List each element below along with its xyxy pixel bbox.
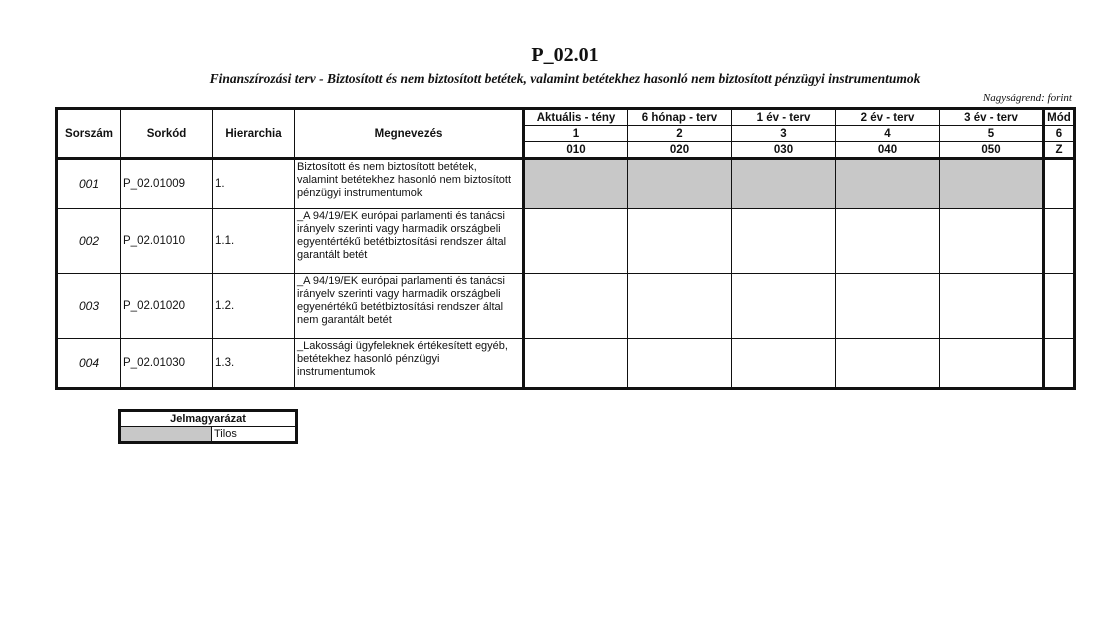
table-row: [57, 159, 1075, 209]
header-hierarchia: Hierarchia: [213, 109, 295, 159]
row-megnevezes: _A 94/19/EK európai parlamenti és tanácsi irányelv szerinti vagy harmadik országbeli egyentértékű betétbiztosítási rendszer által garantált betét: [295, 209, 524, 274]
header-col-code: 040: [836, 142, 940, 159]
header-col-num: 1: [524, 126, 628, 142]
header-col-num: 5: [940, 126, 1044, 142]
value-cell[interactable]: [628, 274, 732, 339]
header-col-code: 030: [732, 142, 836, 159]
value-cell[interactable]: [732, 209, 836, 274]
header-col-code: Z: [1044, 142, 1075, 159]
header-sorkod: Sorkód: [121, 109, 213, 159]
legend-swatch: [120, 427, 212, 443]
legend-table: [118, 409, 298, 444]
row-sorkod: P_02.01010: [121, 209, 213, 274]
value-cell[interactable]: [732, 339, 836, 389]
row-hierarchia: 1.: [213, 159, 295, 209]
value-cell[interactable]: [524, 209, 628, 274]
header-col-label: 2 év - terv: [836, 109, 940, 126]
mod-cell[interactable]: [1044, 339, 1075, 389]
value-cell-forbidden: [732, 159, 836, 209]
table-row: [57, 209, 1075, 274]
header-col-label: 6 hónap - terv: [628, 109, 732, 126]
header-megnevezes: Megnevezés: [295, 109, 524, 159]
row-sorkod: P_02.01030: [121, 339, 213, 389]
value-cell-forbidden: [836, 159, 940, 209]
value-cell[interactable]: [628, 209, 732, 274]
value-cell[interactable]: [628, 339, 732, 389]
row-megnevezes: _Lakossági ügyfeleknek értékesített egyéb, betétekhez hasonló pénzügyi instrumentumok: [295, 339, 524, 389]
value-cell[interactable]: [836, 209, 940, 274]
header-col-code: 010: [524, 142, 628, 159]
header-col-label: 3 év - terv: [940, 109, 1044, 126]
value-cell[interactable]: [940, 274, 1044, 339]
header-col-code: 050: [940, 142, 1044, 159]
page-subtitle: Finanszírozási terv - Biztosított és nem biztosított betétek, valamint betétekhez hasonló nem biztosított pénzügyi instrumentumok: [209, 71, 921, 86]
table-row: [57, 274, 1075, 339]
header-col-num: 6: [1044, 126, 1075, 142]
row-sorszam: 003: [57, 274, 121, 339]
row-hierarchia: 1.1.: [213, 209, 295, 274]
value-cell-forbidden: [524, 159, 628, 209]
header-col-label: 1 év - terv: [732, 109, 836, 126]
page-title: P_02.01: [531, 44, 599, 66]
row-sorkod: P_02.01020: [121, 274, 213, 339]
value-cell[interactable]: [732, 274, 836, 339]
header-sorszam: Sorszám: [57, 109, 121, 159]
header-col-num: 4: [836, 126, 940, 142]
row-sorszam: 001: [57, 159, 121, 209]
row-sorszam: 004: [57, 339, 121, 389]
row-hierarchia: 1.2.: [213, 274, 295, 339]
header-col-label: Aktuális - tény: [524, 109, 628, 126]
mod-cell: [1044, 159, 1075, 209]
row-megnevezes: Biztosított és nem biztosított betétek, valamint betétekhez hasonló nem biztosított pénzügyi instrumentumok: [295, 159, 524, 209]
mod-cell[interactable]: [1044, 209, 1075, 274]
row-megnevezes: _A 94/19/EK európai parlamenti és tanácsi irányelv szerinti vagy harmadik országbeli egyenértékű betétbiztosítási rendszer által nem garantált betét: [295, 274, 524, 339]
row-sorkod: P_02.01009: [121, 159, 213, 209]
row-hierarchia: 1.3.: [213, 339, 295, 389]
unit-note: Nagyságrend: forint: [982, 92, 1072, 104]
row-sorszam: 002: [57, 209, 121, 274]
value-cell[interactable]: [524, 339, 628, 389]
header-col-num: 3: [732, 126, 836, 142]
header-col-label: Mód: [1044, 109, 1075, 126]
value-cell-forbidden: [628, 159, 732, 209]
legend-title: Jelmagyarázat: [120, 411, 297, 427]
value-cell[interactable]: [836, 274, 940, 339]
header-col-code: 020: [628, 142, 732, 159]
mod-cell[interactable]: [1044, 274, 1075, 339]
value-cell[interactable]: [524, 274, 628, 339]
legend-item-label: Tilos: [212, 427, 297, 443]
data-table: [55, 107, 1076, 390]
value-cell[interactable]: [940, 209, 1044, 274]
value-cell-forbidden: [940, 159, 1044, 209]
value-cell[interactable]: [836, 339, 940, 389]
table-row: [57, 339, 1075, 389]
value-cell[interactable]: [940, 339, 1044, 389]
header-col-num: 2: [628, 126, 732, 142]
